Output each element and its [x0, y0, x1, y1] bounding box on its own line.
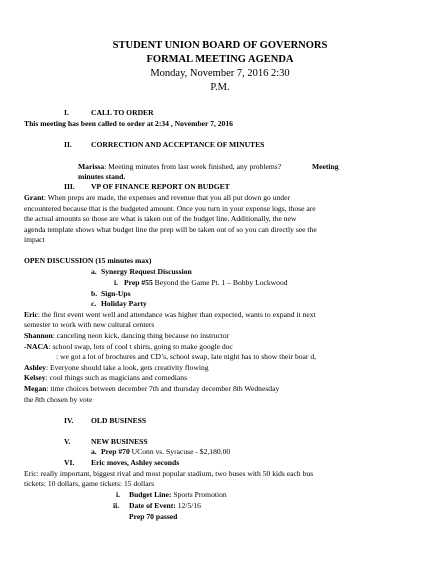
item-c-label: c. [91, 299, 97, 308]
section-2-title: CORRECTION AND ACCEPTANCE OF MINUTES [91, 140, 265, 149]
section-5-title: NEW BUSINESS [91, 437, 148, 446]
minutes-stand-1: Meeting [312, 162, 339, 171]
section-5-number: V. [64, 437, 71, 446]
field-label: Budget Line: [129, 490, 172, 499]
speaker-name: Marissa [78, 162, 105, 171]
eric-comment-1 [24, 310, 316, 319]
item-a-text: Synergy Request Discussion [101, 267, 192, 276]
prep-text: Beyond the Game Pt. 1 – Bobby Lockwood [154, 278, 288, 287]
event-date-field [129, 501, 201, 510]
speaker-name: Ashley [24, 363, 46, 372]
event-date-marker: ii. [113, 501, 120, 510]
field-value: Sports Promotion [173, 490, 227, 499]
eric-comment-2: semester to work with new cultural centers [24, 320, 155, 329]
speaker-text: : school swap, lots of cool t shirts, going to make google doc [48, 342, 233, 351]
meeting-date: Monday, November 7, 2016 2:30 [150, 68, 290, 79]
vote-discussion-2: tickets: 10 dollars, game tickets: 15 dollars [24, 479, 155, 488]
budget-line-1 [24, 193, 290, 202]
section-6-title: Eric moves, Ashley seconds [91, 458, 180, 467]
speaker-text: : When preps are made, the expenses and revenue that you all put down go under [43, 193, 290, 202]
speaker-name: -NACA [24, 342, 49, 351]
section-3-title: VP OF FINANCE REPORT ON BUDGET [91, 182, 230, 191]
doc-title: FORMAL MEETING AGENDA [146, 54, 294, 65]
budget-line-marker: i. [116, 490, 121, 499]
naca-comment [24, 342, 233, 351]
megan-comment [24, 384, 279, 393]
field-value: 12/5/16 [177, 501, 201, 510]
section-6-number: VI. [64, 458, 75, 467]
section-4-title: OLD BUSINESS [91, 416, 147, 425]
prep-number: Prep #70 [101, 447, 130, 456]
prep-55-line [124, 278, 288, 287]
speaker-name: Grant [24, 193, 44, 202]
item-5a-label: a. [91, 447, 97, 456]
prep-passed: Prep 70 passed [129, 512, 178, 521]
budget-line-3: the actual amounts so those are what is taken out of the budget line. Additionally, the new [24, 214, 297, 223]
field-label: Date of Event: [129, 501, 176, 510]
speaker-name: Megan [24, 384, 47, 393]
naca-comment-2: : we got a lot of brochures and CD’s, school swap, late night has to show their boar d, [56, 352, 317, 361]
section-1-title: CALL TO ORDER [91, 108, 154, 117]
org-title: STUDENT UNION BOARD OF GOVERNORS [112, 40, 328, 51]
item-b-label: b. [91, 289, 98, 298]
minutes-line [78, 162, 281, 171]
budget-line-2: encountered because that is the budgeted amount. Once you turn in your expense logs, those are [24, 204, 316, 213]
prep-text: UConn vs. Syracuse - $2,180.00 [131, 447, 231, 456]
speaker-text: : canceling neon kick, dancing thing because no instructor [52, 331, 230, 340]
prep-marker: i. [114, 278, 119, 287]
megan-comment-2: the 8th chosen by vote [24, 395, 93, 404]
speaker-text: : cool things such as magicians and comedians [45, 373, 188, 382]
call-to-order-text: This meeting has been called to order at 2:34 , November 7, 2016 [24, 119, 233, 128]
budget-line-field [129, 490, 227, 499]
item-b-text: Sign-Ups [101, 289, 131, 298]
minutes-stand-2: minutes stand. [78, 172, 126, 181]
prep-70-line [101, 447, 230, 456]
speaker-text: : time choices between december 7th and thursday december 8th Wednesday [46, 384, 280, 393]
section-4-number: IV. [64, 416, 74, 425]
speaker-text: : the first event went well and attendance was higher than expected, wants to expand it next [37, 310, 316, 319]
meeting-time-suffix: P.M. [210, 82, 230, 93]
section-2-number: II. [64, 140, 72, 149]
item-a-label: a. [91, 267, 97, 276]
section-3-number: III. [64, 182, 75, 191]
budget-line-4: agenda template shows what budget line the prep will be taken out of so you can directly see the [24, 225, 317, 234]
ashley-comment [24, 363, 209, 372]
open-discussion-heading: OPEN DISCUSSION (15 minutes max) [24, 256, 152, 265]
shannon-comment [24, 331, 229, 340]
vote-discussion-1: Eric: really important, biggest rival and most popular stadium, two buses with 50 kids each bus [24, 469, 314, 478]
section-1-number: I. [64, 108, 69, 117]
speaker-name: Eric [24, 310, 38, 319]
item-c-text: Holiday Party [101, 299, 147, 308]
speaker-name: Kelsey [24, 373, 46, 382]
budget-line-5: impact [24, 235, 45, 244]
speaker-text: : Everyone should take a look, gets creativity flowing [45, 363, 209, 372]
speaker-text: : Meeting minutes from last week finished, any problems? [104, 162, 282, 171]
prep-number: Prep #55 [124, 278, 153, 287]
kelsey-comment [24, 373, 187, 382]
speaker-name: Shannon [24, 331, 53, 340]
